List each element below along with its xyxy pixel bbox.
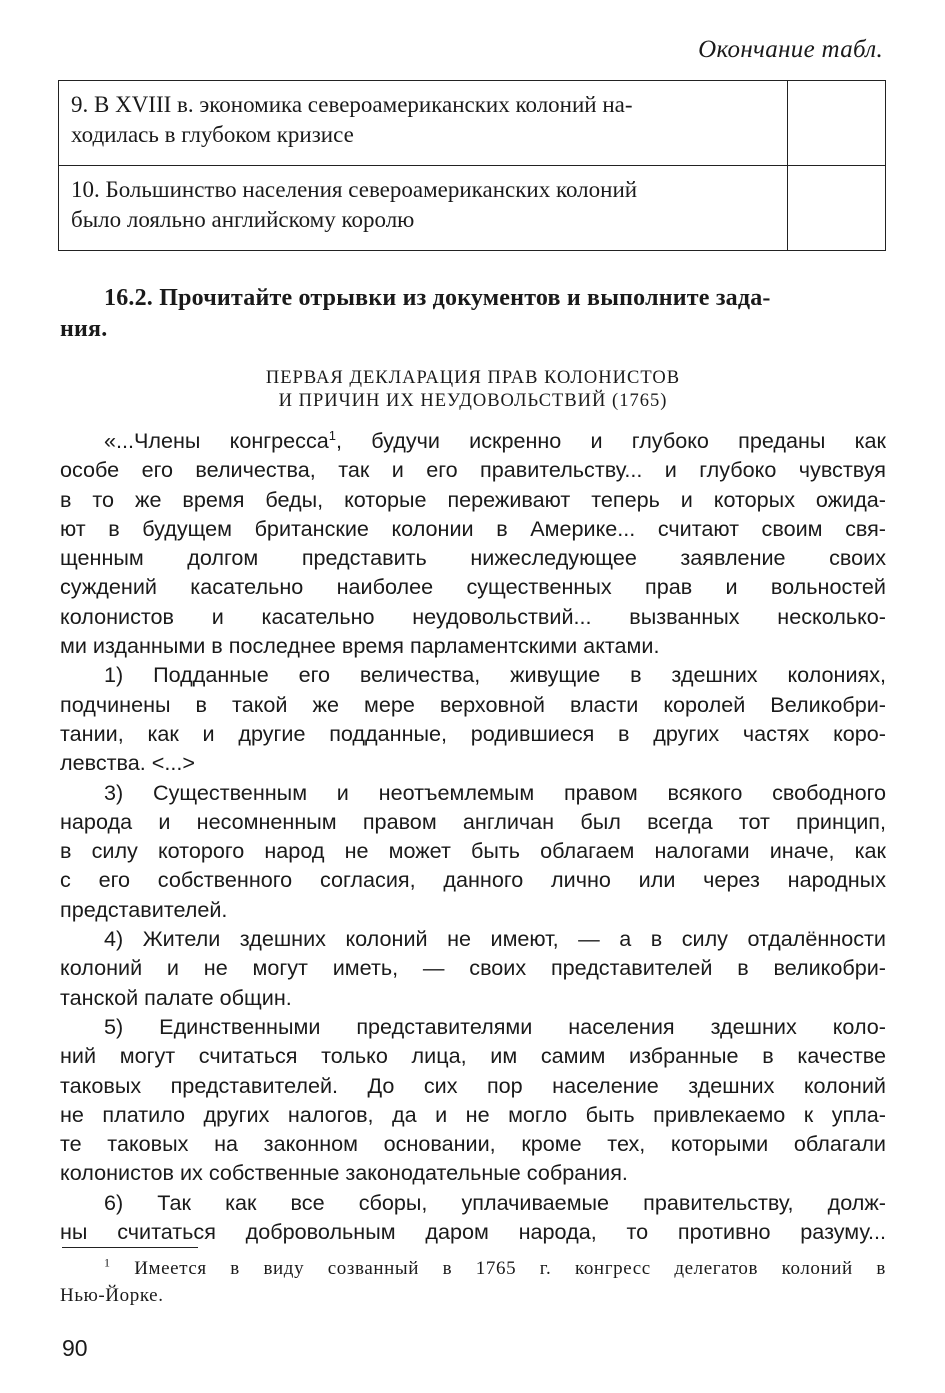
text-line: таковых представителей. До сих пор население здешних колоний [60, 1072, 886, 1098]
statements-table [58, 80, 886, 251]
paragraph-point-1 [60, 660, 886, 777]
text-line: тании, как и другие подданные, родившиеся в других частях коро- [60, 720, 886, 746]
table-row [59, 166, 886, 251]
text-line: 5) Единственными представителями населения здешних коло- [104, 1013, 886, 1039]
text-line: колонистов и касательно неудовольствий... вызванных несколько- [60, 603, 886, 629]
text-line: особе его величества, так и его правительству... и глубоко чувствуя [60, 457, 886, 483]
task-heading [60, 283, 886, 345]
document-title-line: ПЕРВАЯ ДЕКЛАРАЦИЯ ПРАВ КОЛОНИСТОВ [265, 368, 681, 388]
text-run: , будучи искренно и глубоко преданы как [336, 428, 887, 453]
footnote [60, 1255, 886, 1309]
page-number: 90 [62, 1335, 88, 1361]
statement-cell [59, 166, 788, 251]
task-heading-line: ния. [60, 316, 108, 342]
table-continuation-label: Окончание табл. [698, 36, 883, 63]
footnote-divider [62, 1247, 198, 1248]
text-line: 4) Жители здешних колоний не имеют, — а в силу отдалённости [104, 926, 886, 952]
text-line: народа и несомненным правом англичан был всегда тот принцип, [60, 808, 886, 834]
footnote-number: 1 [104, 1255, 111, 1270]
text-line: ют в будущем британские колонии в Америке... считают своим свя- [60, 515, 886, 541]
text-line: 3) Существенным и неотъемлемым правом всякого свободного [104, 779, 886, 805]
text-line: щенным долгом представить нижеследующее заявление своих [60, 545, 886, 571]
paragraph-intro [60, 426, 886, 660]
text-line: суждений касательно наиболее существенных прав и вольностей [60, 574, 886, 600]
document-title-line: И ПРИЧИН ИХ НЕУДОВОЛЬСТВИЙ (1765) [278, 391, 668, 411]
paragraph-point-6 [60, 1188, 886, 1247]
table-row [59, 81, 886, 166]
footnote-line [60, 1255, 886, 1282]
statement-line: ходилась в глубоком кризисе [71, 122, 354, 147]
statement-cell [59, 81, 788, 166]
statement-line: было лояльно английскому королю [71, 207, 415, 232]
footnote-marker: 1 [328, 427, 337, 443]
text-line: ми изданными в последнее время парламентскими актами. [60, 633, 660, 659]
text-line: с его собственного согласия, данного лично или через народных [60, 867, 886, 893]
answer-cell[interactable] [788, 81, 886, 166]
answer-cell[interactable] [788, 166, 886, 251]
task-heading-line: 16.2. Прочитайте отрывки из документов и выполните зада- [104, 285, 771, 311]
paragraph-point-4 [60, 924, 886, 1012]
text-run: Имеется в виду созванный в 1765 г. конгресс делегатов колоний в [110, 1258, 886, 1279]
text-run: «...Члены конгресса [104, 428, 329, 453]
paragraph-point-5 [60, 1012, 886, 1188]
text-line: представителей. [60, 896, 228, 922]
document-title [60, 367, 886, 413]
text-line: колонистов их собственные законодательные собрания. [60, 1160, 628, 1186]
text-line: ний могут считаться только лица, им самим избранные в качестве [60, 1043, 886, 1069]
text-line: в силу которого народ не может быть облагаем налогами иначе, как [60, 838, 886, 864]
statement-line: 10. Большинство населения североамериканских колоний [71, 177, 638, 202]
text-line [60, 426, 886, 455]
text-line: 6) Так как все сборы, уплачиваемые правительству, долж- [104, 1189, 886, 1215]
paragraph-point-3 [60, 778, 886, 924]
text-line: 1) Подданные его величества, живущие в здешних колониях, [104, 662, 886, 688]
text-line: те таковых на законном основании, кроме тех, которыми облагали [60, 1131, 886, 1157]
document-text [60, 426, 886, 1246]
text-line: не платило других налогов, да и не могло быть привлекаемо к упла- [60, 1101, 886, 1127]
text-line: подчинены в такой же мере верховной власти королей Великобри- [60, 691, 886, 717]
text-line: ны считаться добровольным даром народа, то противно разуму... [60, 1219, 886, 1245]
statement-line: 9. В XVIII в. экономика североамериканских колоний на- [71, 92, 633, 117]
text-line: в то же время беды, которые переживают теперь и которых ожида- [60, 486, 886, 512]
text-line: левства. <...> [60, 750, 195, 776]
footnote-line: Нью-Йорке. [60, 1285, 164, 1306]
text-line: танской палате общин. [60, 984, 292, 1010]
text-line: колоний и не могут иметь, — своих представителей в великобри- [60, 955, 886, 981]
